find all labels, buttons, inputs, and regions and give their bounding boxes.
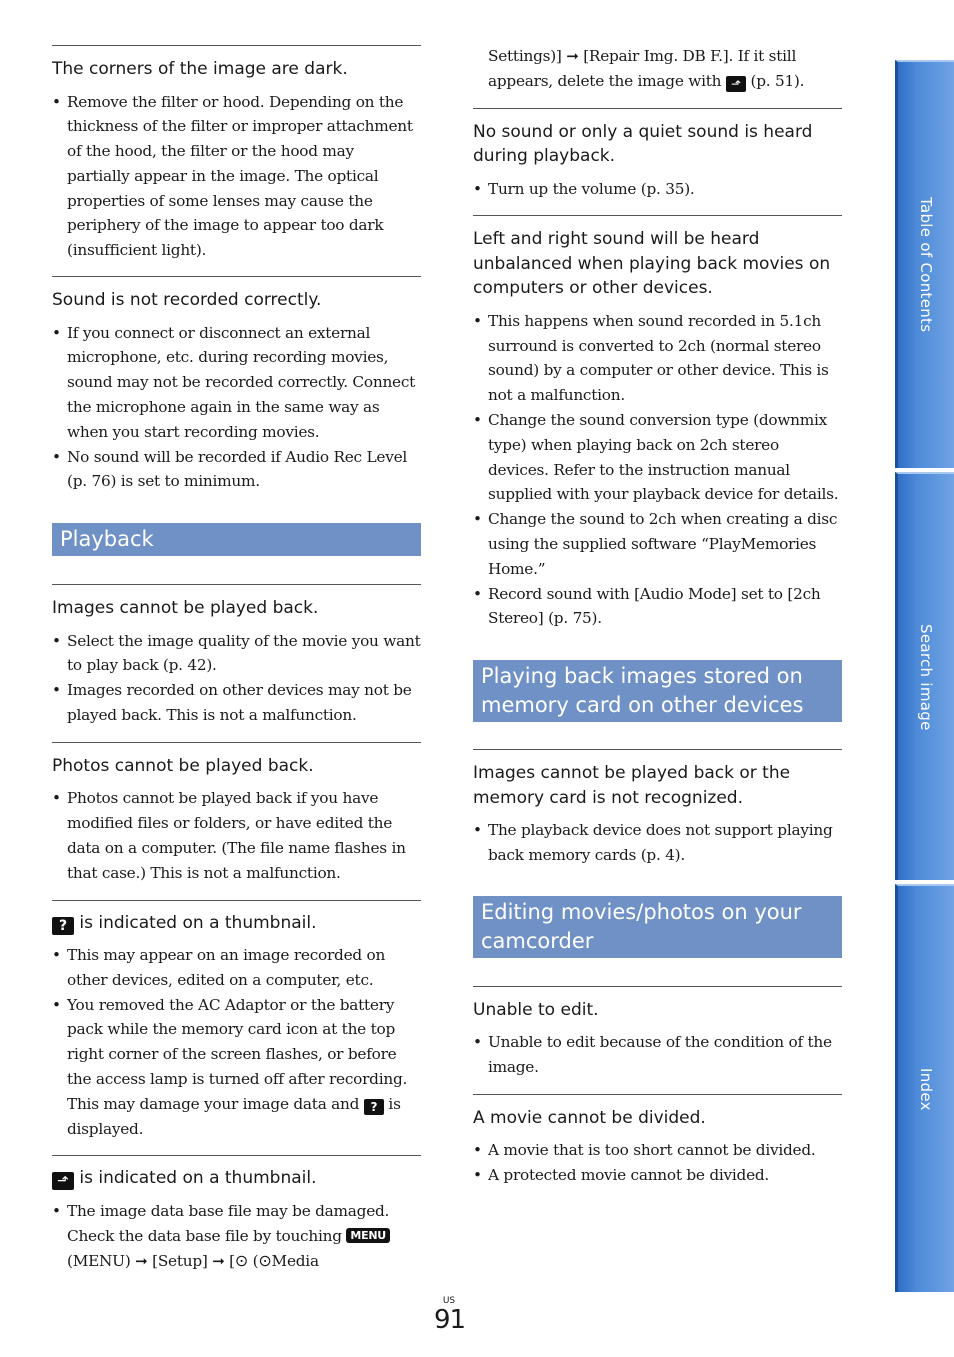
- tab-table-of-contents[interactable]: [895, 60, 954, 468]
- section-bar-playback: Playback: [52, 523, 421, 556]
- right-column: [473, 0, 842, 1188]
- tab-label: Search image: [917, 623, 935, 731]
- list-item: • Unable to edit because of the condition of the image.: [473, 1030, 842, 1080]
- list-item: • Remove the filter or hood. Depending on the thickness of the filter or improper attachment of the hood, the filter or the hood may partially appear in the image. The optical properties of some lenses may cause the periphery of the image to appear too dark (insufficient light).: [52, 90, 421, 264]
- heading-text: is indicated on a thumbnail.: [79, 912, 317, 933]
- section-heading: No sound or only a quiet sound is heard during playback.: [473, 121, 813, 167]
- section-bar-editing: Editing movies/photos on your camcorder: [473, 896, 842, 958]
- tab-label: Index: [917, 1067, 935, 1111]
- bullet-list: [52, 90, 421, 264]
- continued-text-part: (p. 51).: [745, 71, 805, 90]
- section-heading: Images cannot be played back.: [52, 598, 319, 619]
- divider: [52, 1155, 421, 1156]
- section-heading: Left and right sound will be heard unbalanced when playing back movies on computers or other devices.: [473, 229, 831, 299]
- section-heading: Unable to edit.: [473, 999, 599, 1020]
- page-number-value: 91: [434, 1305, 466, 1335]
- continued-text: [473, 44, 842, 94]
- bullet-list: [52, 943, 421, 1141]
- divider: [473, 215, 842, 216]
- divider: [473, 108, 842, 109]
- divider: [52, 276, 421, 277]
- delete-icon: ⬏: [726, 76, 746, 92]
- bullet-list: [473, 309, 842, 631]
- divider: [473, 749, 842, 750]
- divider: [52, 742, 421, 743]
- list-item: • Change the sound to 2ch when creating a disc using the supplied software “PlayMemories Home.”: [473, 507, 842, 581]
- arrow-icon: ➞: [212, 1251, 225, 1270]
- question-thumbnail-icon: ?: [364, 1099, 384, 1115]
- list-item: • Turn up the volume (p. 35).: [473, 177, 842, 202]
- divider: [473, 1094, 842, 1095]
- list-item-text: The image data base file may be damaged. Check the data base file by touching: [67, 1201, 390, 1245]
- list-item: • This may appear on an image recorded on other devices, edited on a computer, etc.: [52, 943, 421, 993]
- bullet-list: [52, 786, 421, 885]
- list-item: [52, 993, 421, 1142]
- database-error-icon: ⬏: [52, 1172, 74, 1190]
- list-item: • Images recorded on other devices may not be played back. This is not a malfunction.: [52, 678, 421, 728]
- list-item: • The playback device does not support playing back memory cards (p. 4).: [473, 818, 842, 868]
- continued-text-part: [Repair Img. DB F.]. If it still appears, delete the image with: [488, 47, 797, 90]
- question-thumbnail-icon: ?: [52, 917, 74, 935]
- divider: [473, 986, 842, 987]
- page-number: [434, 1296, 464, 1334]
- list-item: • This happens when sound recorded in 5.1ch surround is converted to 2ch (normal stereo sound) by a computer or other device. This is not a malfunction.: [473, 309, 842, 408]
- tab-label: Table of Contents: [917, 197, 935, 333]
- section-heading: Photos cannot be played back.: [52, 755, 314, 776]
- list-item-text: [Setup]: [147, 1251, 213, 1270]
- section-heading: [52, 1166, 421, 1191]
- bullet-list: [473, 1030, 842, 1080]
- section-heading: Sound is not recorded correctly.: [52, 290, 322, 311]
- page-region: US: [442, 1296, 456, 1306]
- list-item: • No sound will be recorded if Audio Rec Level (p. 76) is set to minimum.: [52, 445, 421, 495]
- list-item: • Record sound with [Audio Mode] set to [2ch Stereo] (p. 75).: [473, 582, 842, 632]
- section-heading: [52, 911, 421, 936]
- divider: [52, 900, 421, 901]
- side-tabs: [895, 60, 954, 1292]
- list-item: • If you connect or disconnect an external microphone, etc. during recording movies, sound may not be recorded correctly. Connect the microphone again in the same way as when you start recording movies.: [52, 321, 421, 445]
- list-item: • Change the sound conversion type (downmix type) when playing back on 2ch stereo devices. Refer to the instruction manual supplied with your playback device for details.: [473, 408, 842, 507]
- tab-search-image[interactable]: [895, 472, 954, 880]
- continued-text-part: Settings)]: [488, 47, 567, 65]
- bullet-list: [52, 629, 421, 728]
- arrow-icon: ➞: [135, 1251, 148, 1270]
- section-heading: Images cannot be played back or the memory card is not recognized.: [473, 763, 791, 808]
- bullet-list: [473, 818, 842, 868]
- left-column: [52, 0, 421, 1273]
- tab-index[interactable]: [895, 884, 954, 1292]
- list-item-text: (: [248, 1251, 259, 1270]
- bullet-list: [473, 177, 842, 202]
- list-item-text: (MENU): [67, 1251, 136, 1270]
- divider: [52, 45, 421, 46]
- bullet-list: [52, 1199, 421, 1273]
- list-item-text: is displayed.: [67, 1094, 401, 1138]
- heading-text: is indicated on a thumbnail.: [79, 1168, 317, 1189]
- camera-settings-icon: ⊙: [234, 1250, 249, 1270]
- list-item: • Select the image quality of the movie you want to play back (p. 42).: [52, 629, 421, 679]
- list-item: • Photos cannot be played back if you have modified files or folders, or have edited the data on a computer. (The file name flashes in that case.) This is not a malfunction.: [52, 786, 421, 885]
- list-item-text: [: [224, 1251, 235, 1270]
- list-item: • A protected movie cannot be divided.: [473, 1163, 842, 1188]
- list-item: [52, 1199, 421, 1273]
- menu-icon: MENU: [346, 1228, 390, 1243]
- bullet-list: [52, 321, 421, 495]
- media-settings-icon: ⊙: [258, 1250, 272, 1270]
- divider: [52, 584, 421, 585]
- list-item-text: You removed the AC Adaptor or the battery pack while the memory card icon at the top right corner of the screen flashes, or before the access lamp is turned off after recording. This may damage your image data and: [67, 995, 408, 1113]
- bullet-list: [473, 1138, 842, 1188]
- arrow-icon: ➞: [566, 47, 579, 65]
- list-item-text: Media: [271, 1251, 319, 1270]
- section-heading: A movie cannot be divided.: [473, 1107, 706, 1128]
- list-item: • A movie that is too short cannot be divided.: [473, 1138, 842, 1163]
- section-heading: The corners of the image are dark.: [52, 59, 348, 79]
- section-bar-other-devices: Playing back images stored on memory card on other devices: [473, 660, 842, 722]
